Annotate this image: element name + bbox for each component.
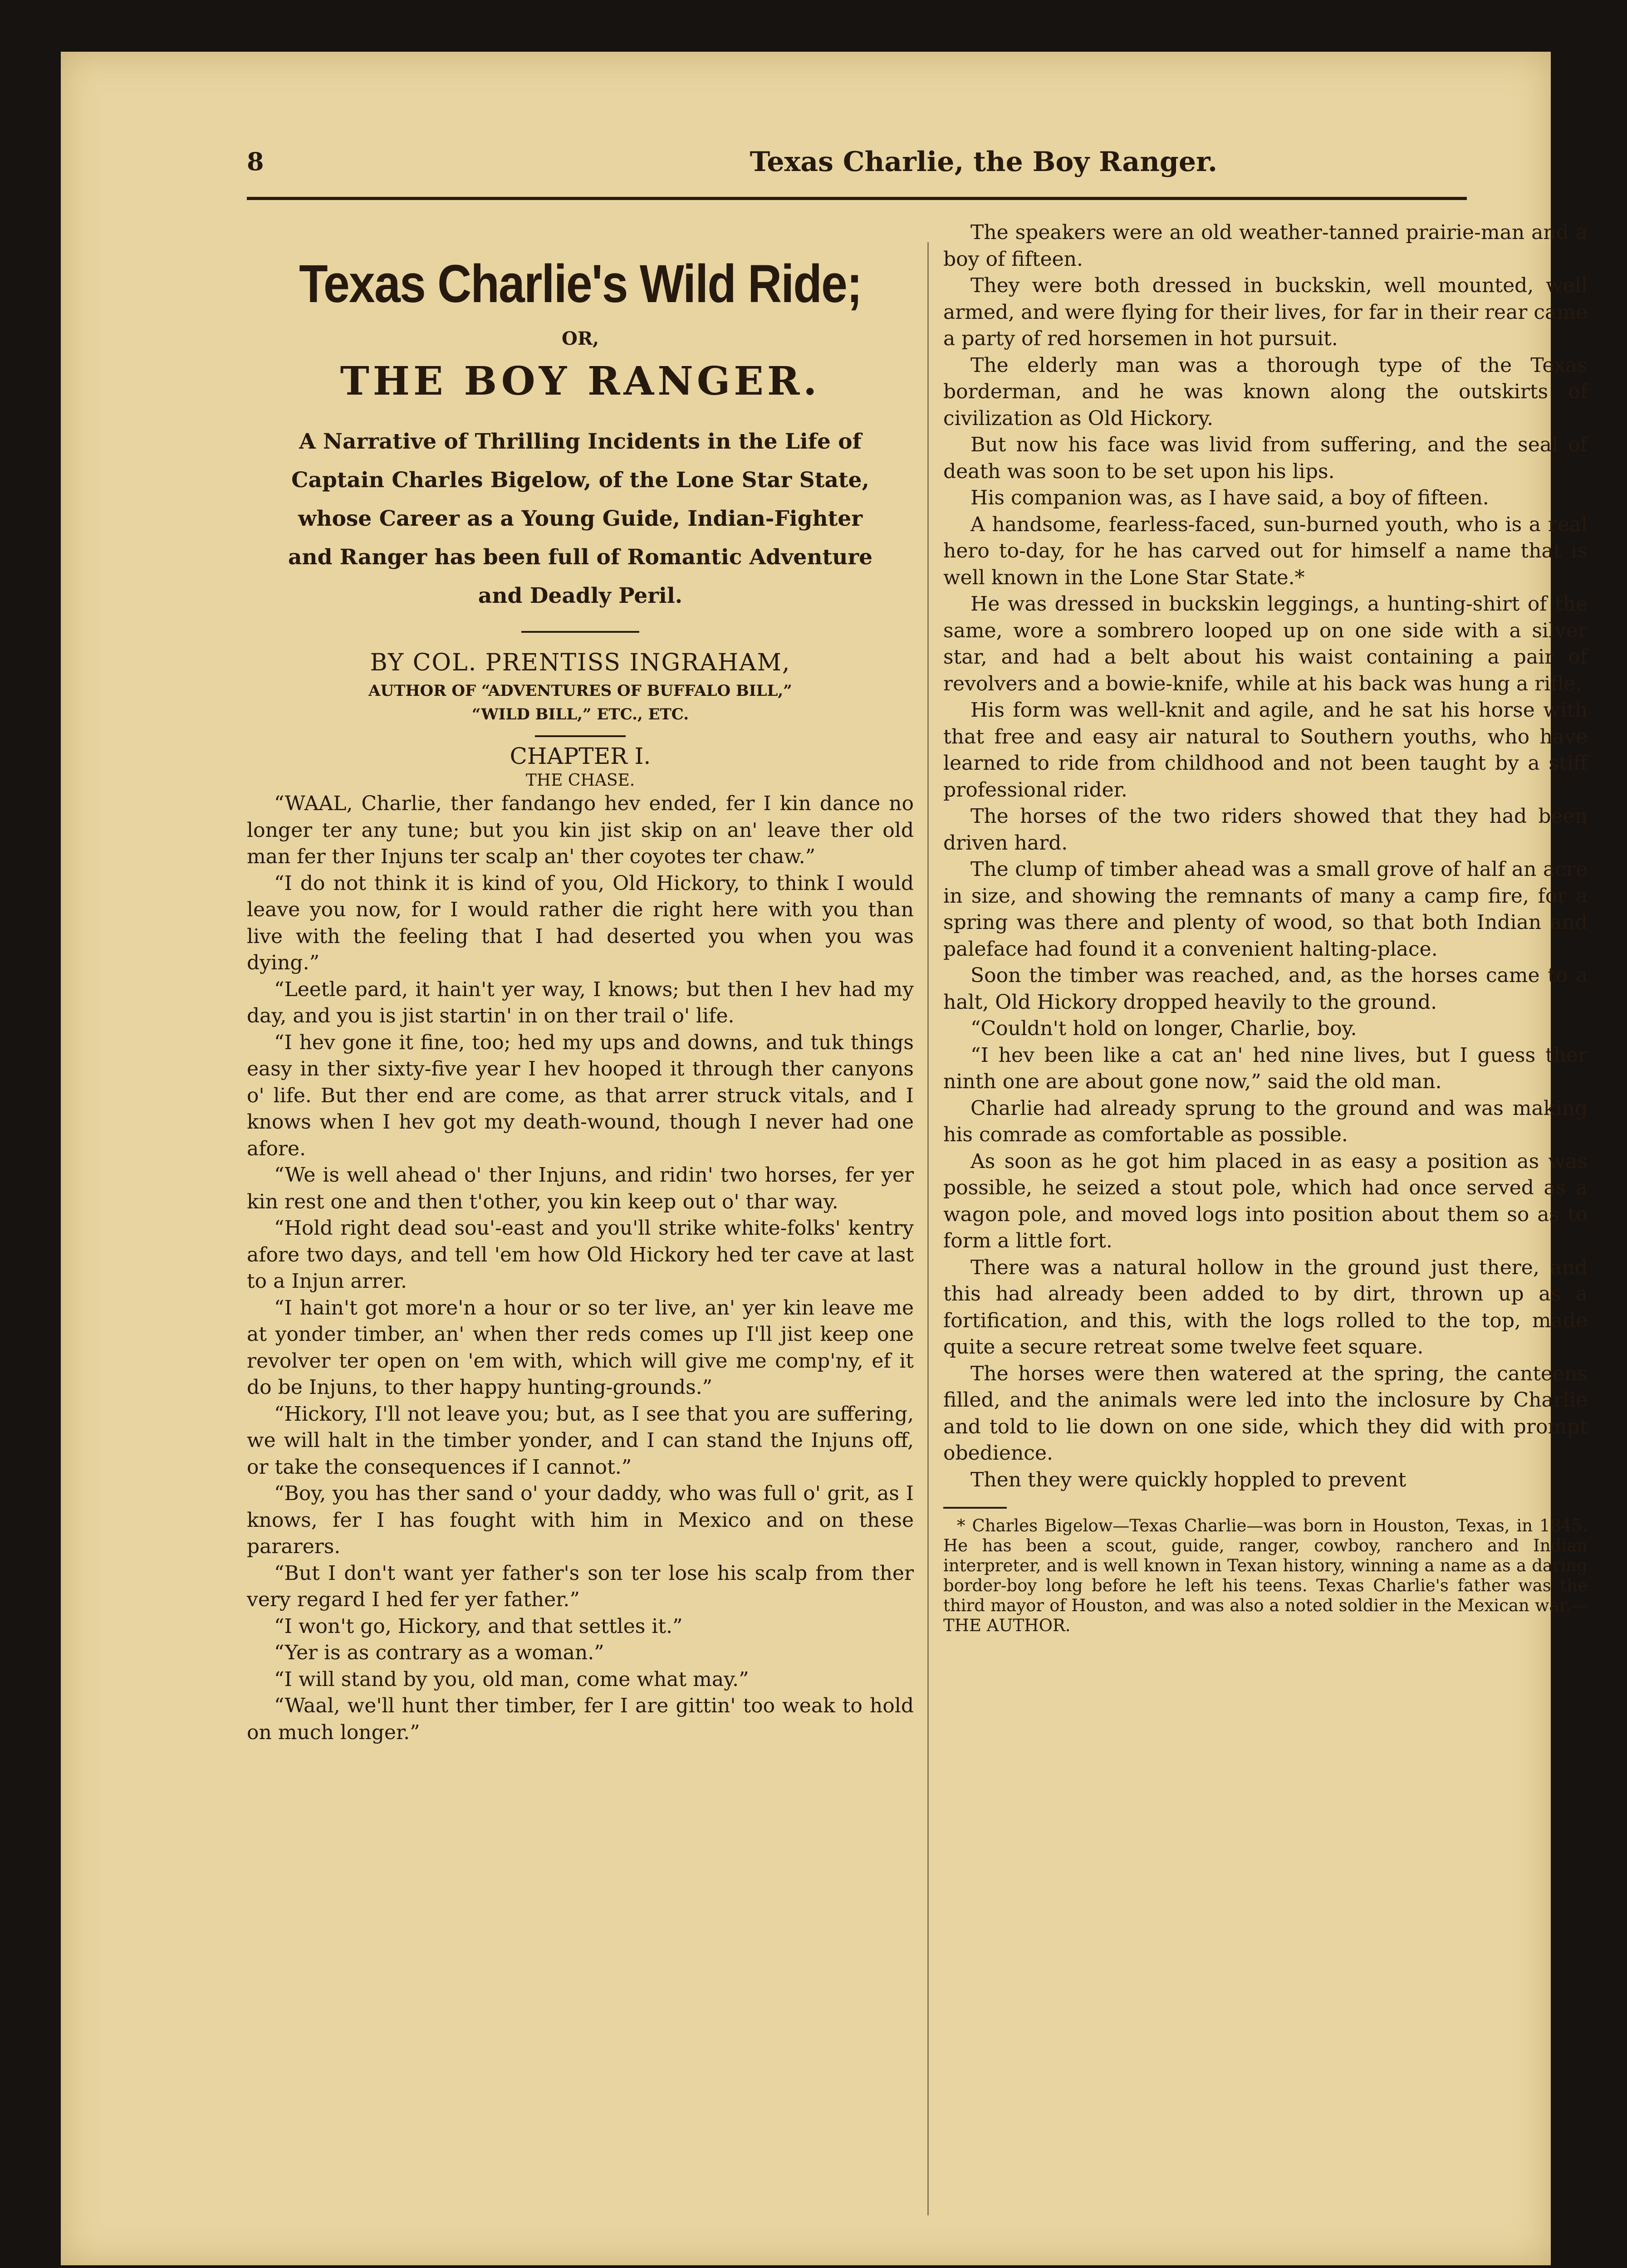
paragraph: “I hain't got more'n a hour or so ter live, an' yer kin leave me at yonder timber, an' when ther reds comes up I'll jist keep one revolver ter open on 'em with, which will give me comp'ny, ef it do be Injuns, to ther happy hunting-grounds.” [247,1296,914,1399]
paragraph: “Waal, we'll hunt ther timber, fer I are gittin' too weak to hold on much longer.” [247,1694,914,1744]
paragraph: “But I don't want yer father's son ter lose his scalp from ther very regard I hed fer yer father.” [247,1561,914,1611]
story-blurb: A Narrative of Thrilling Incidents in the Life of Captain Charles Bigelow, of the Lone Star State, whose Career as a Young Guide, Indian-Fighter and Ranger has been full of Romantic Adventure and Deadly Peril. [288,429,873,608]
story-subtitle: THE BOY RANGER. [340,358,821,404]
author-credit-2: “WILD BILL,” ETC., ETC. [471,705,689,723]
chapter-heading: CHAPTER I. [510,743,651,769]
paragraph: “I hev been like a cat an' hed nine lives, but I guess ther ninth one are about gone now,” said the old man. [943,1043,1588,1093]
paragraph: “We is well ahead o' ther Injuns, and ridin' two horses, fer yer kin rest one and then t'other, you kin keep out o' thar way. [247,1163,914,1213]
column-divider [927,242,929,2215]
paragraph: “WAAL, Charlie, ther fandango hev ended, fer I kin dance no longer ter any tune; but you kin jist skip on an' leave ther old man fer ther Injuns ter scalp an' ther coyotes ter chaw.” [247,792,914,868]
right-column [943,220,1588,1636]
chapter-rule [535,735,626,737]
chapter-title: THE CHASE. [525,771,635,790]
paragraph: As soon as he got him placed in as easy a position as was possible, he seized a stout pole, which had once served as a wagon pole, and moved logs into position about them so as to form a little fort. [943,1149,1588,1252]
paragraph: The speakers were an old weather-tanned prairie-man and a boy of fifteen. [943,221,1588,271]
footnote-rule [943,1507,1007,1509]
paragraph: Charlie had already sprung to the ground and was making his comrade as comfortable as possible. [943,1096,1588,1146]
paragraph: Soon the timber was reached, and, as the horses came to a halt, Old Hickory dropped heavily to the ground. [943,964,1588,1014]
paragraph: “I do not think it is kind of you, Old Hickory, to think I would leave you now, for I would rather die right here with you than live with the feeling that I had deserted you when you was dying.” [247,871,914,974]
paragraph: “I won't go, Hickory, and that settles it.” [274,1614,683,1638]
paragraph: His form was well-knit and agile, and he sat his horse with that free and easy air natural to Southern youths, who have learned to ride from childhood and not been taught by a stiff professional rider. [943,699,1588,802]
paragraph: “Yer is as contrary as a woman.” [274,1641,604,1664]
paragraph: “I hev gone it fine, too; hed my ups and downs, and tuk things easy in ther sixty-five year I hev hooped it through ther canyons o' life. But ther end are come, as that arrer struck vitals, and I knows when I hev got my death-wound, though I never had one afore. [247,1031,914,1160]
paragraph: “I will stand by you, old man, come what may.” [274,1667,749,1691]
left-column-text [247,791,914,1746]
title-rule [521,631,639,633]
paragraph: “Leetle pard, it hain't yer way, I knows; but then I hev had my day, and you is jist startin' in on ther trail o' life. [247,978,914,1027]
paragraph: “Hold right dead sou'-east and you'll strike white-folks' kentry afore two days, and tell 'em how Old Hickory hed ter cave at last to a Injun arrer. [247,1217,914,1293]
left-column [247,220,914,1746]
paragraph: “Hickory, I'll not leave you; but, as I see that you are suffering, we will halt in the timber yonder, and I can stand the Injuns off, or take the consequences if I cannot.” [247,1402,914,1479]
paragraph: But now his face was livid from suffering, and the seal of death was soon to be set upon his lips. [943,433,1588,483]
page-sheet [61,52,1588,2265]
running-title: Texas Charlie, the Boy Ranger. [750,146,1217,178]
right-column-text [943,220,1588,1493]
page-number: 8 [247,147,264,176]
paragraph: His companion was, as I have said, a boy of fifteen. [970,486,1489,509]
paragraph: The elderly man was a thorough type of the Texas borderman, and he was known along the outskirts of civilization as Old Hickory. [943,353,1588,430]
paragraph: There was a natural hollow in the ground just there, and this had already been added to by dirt, thrown up as a fortification, and this, with the logs rolled to the top, made quite a secure retreat some twelve feet square. [943,1256,1588,1359]
paragraph: A handsome, fearless-faced, sun-burned youth, who is a real hero to-day, for he has carved out for himself a name that is well known in the Lone Star State.* [943,513,1588,589]
byline: BY COL. PRENTISS INGRAHAM, [370,649,791,676]
paragraph: The horses of the two riders showed that they had been driven hard. [943,805,1588,855]
paragraph: The clump of timber ahead was a small grove of half an acre in size, and showing the remnants of many a camp fire, for a spring was there and plenty of wood, so that both Indian and paleface had found it a convenient halting-place. [943,858,1588,961]
story-title: Texas Charlie's Wild Ride; [299,254,862,314]
paragraph: The horses were then watered at the spring, the canteens filled, and the animals were led into the inclosure by Charlie and told to lie down on one side, which they did with prompt obedience. [943,1362,1588,1465]
running-header [61,52,1551,220]
paragraph: “Boy, you has ther sand o' your daddy, who was full o' grit, as I knows, fer I has fought with him in Mexico and on these pararers. [247,1482,914,1558]
header-rule [247,197,1467,200]
author-credit-1: AUTHOR OF “ADVENTURES OF BUFFALO BILL,” [368,682,792,700]
or-text: OR, [561,328,599,349]
paragraph: Then they were quickly hoppled to prevent [970,1468,1406,1491]
paragraph: “Couldn't hold on longer, Charlie, boy. [970,1017,1357,1040]
paragraph: They were both dressed in buckskin, well mounted, well armed, and were flying for their lives, for far in their rear came a party of red horsemen in hot pursuit. [943,274,1588,350]
paragraph: He was dressed in buckskin leggings, a hunting-shirt of the same, wore a sombrero looped up on one side with a silver star, and had a belt about his waist containing a pair of revolvers and a bowie-knife, while at his back was hung a rifle. [943,592,1588,695]
footnote: * Charles Bigelow—Texas Charlie—was born in Houston, Texas, in 1845. He has been a scout, guide, ranger, cowboy, ranchero and Indian interpreter, and is well known in Texan history, winning a name as a daring border-boy long before he left his teens. Texas Charlie's father was the third mayor of Houston, and was also a noted soldier in the Mexican war.—THE AUTHOR. [943,1516,1588,1635]
